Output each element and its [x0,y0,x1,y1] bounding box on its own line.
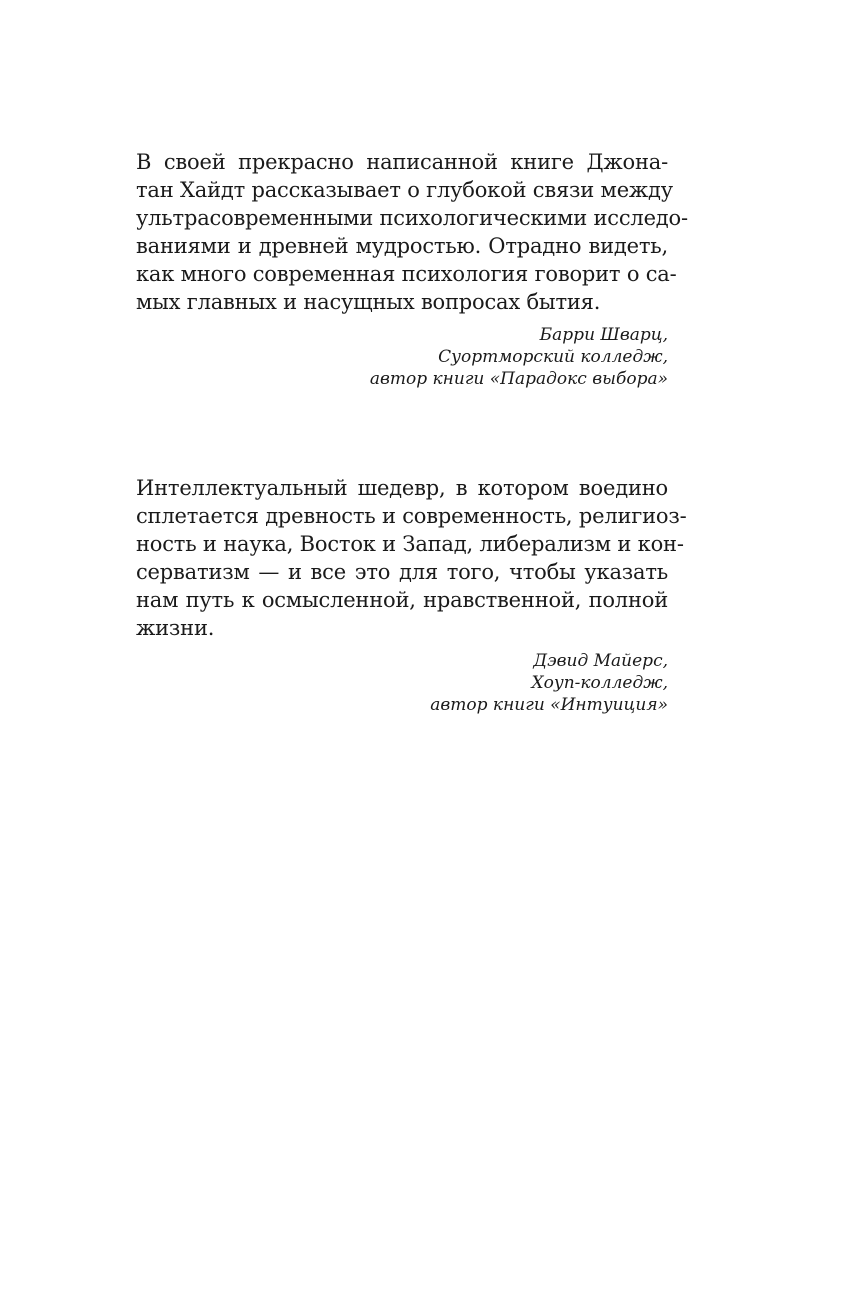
quote-attribution [136,650,668,716]
quote-text [136,148,688,316]
blurb-quote-1 [136,148,688,390]
author-book: автор книги «Интуиция» [430,695,668,715]
quote-line: нам путь к осмысленной, нравственной, полной [136,588,668,612]
author-book: автор книги «Парадокс выбора» [369,369,668,389]
quote-line: тан Хайдт рассказывает о глубокой связи между [136,178,673,202]
quote-line: ультрасовременными психологическими исследо- [136,206,688,230]
quote-line: В своей прекрасно написанной книге Джона- [136,150,668,174]
author-affiliation: Суортморский колледж, [438,347,668,367]
quote-line: ваниями и древней мудростью. Отрадно видеть, [136,234,668,258]
author-affiliation: Хоуп-колледж, [531,673,668,693]
quote-line: как много современная психология говорит о са- [136,262,677,286]
author-name: Дэвид Майерс, [533,651,668,671]
quote-line: мых главных и насущных вопросах бытия. [136,290,601,314]
author-name: Барри Шварц, [539,325,668,345]
quote-line: ность и наука, Восток и Запад, либерализм и кон- [136,532,684,556]
quote-text [136,474,687,642]
quote-attribution [136,324,668,390]
quote-line: Интеллектуальный шедевр, в котором воедино [136,476,668,500]
quote-line: сплетается древность и современность, религиоз- [136,504,687,528]
blurb-quote-2 [136,474,687,716]
quote-line: жизни. [136,616,215,640]
quote-line: серватизм — и все это для того, чтобы указать [136,560,668,584]
